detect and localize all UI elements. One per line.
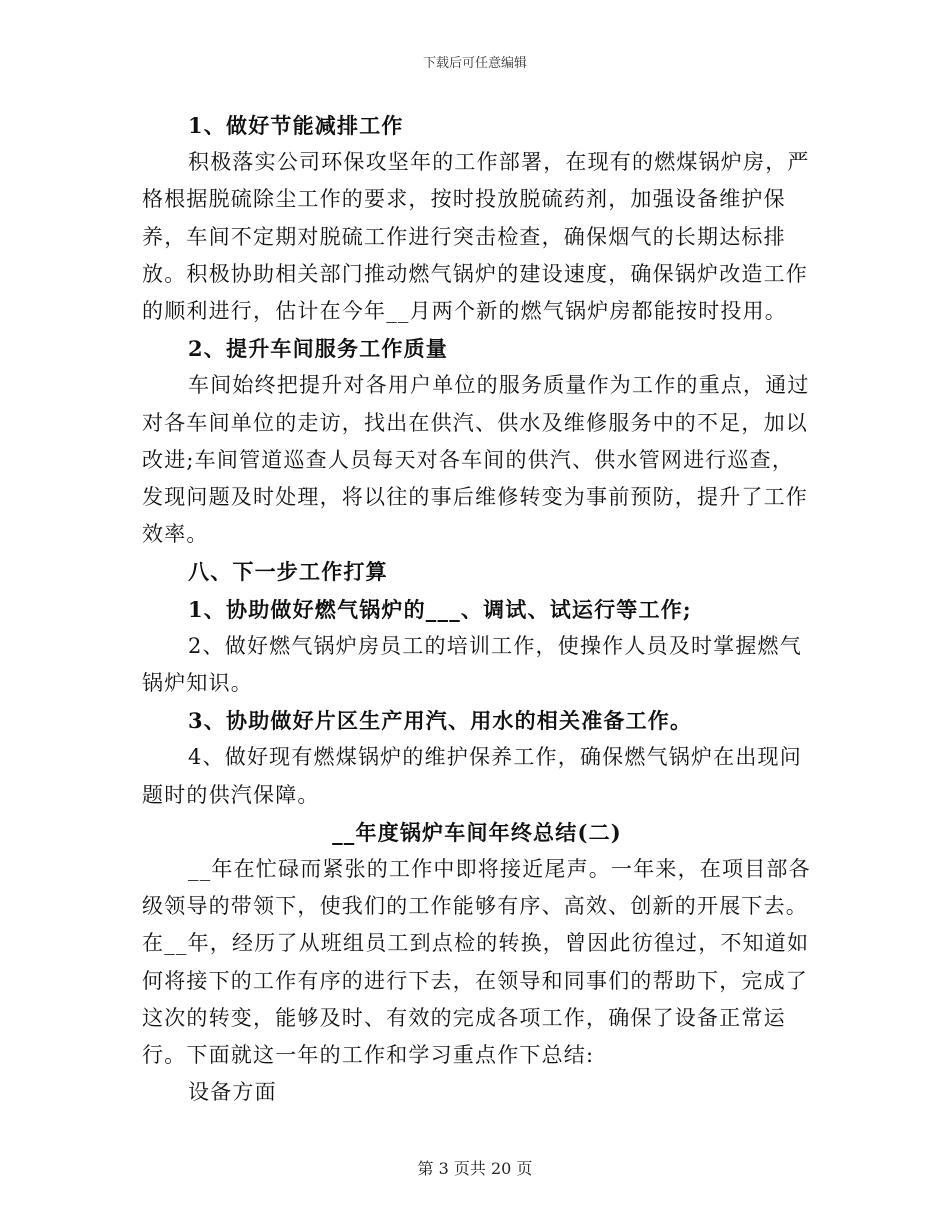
page-footer: 第 3 页共 20 页 xyxy=(417,1159,533,1178)
section-heading-next-steps: 八、下一步工作打算 xyxy=(188,559,388,585)
page-header: 下载后可任意编辑 xyxy=(422,56,527,71)
section-heading-service-quality: 2、提升车间服务工作质量 xyxy=(188,336,449,362)
next-step-item-1: 1、协助做好燃气锅炉的___、调试、试运行等工作; xyxy=(188,596,692,622)
next-step-item-2: 2、做好燃气锅炉房员工的培训工作，使操作人员及时掌握燃气锅炉知识。 xyxy=(142,633,802,696)
document-title-part-two: __年度锅炉车间年终总结(二) xyxy=(332,819,622,845)
document-body xyxy=(142,107,812,1111)
paragraph-energy-saving: 积极落实公司环保攻坚年的工作部署，在现有的燃煤锅炉房，严格根据脱硫除尘工作的要求，按时投放脱硫药剂，加强设备维护保养，车间不定期对脱硫工作进行突击检查，确保烟气的长期达标排放。积极协助相关部门推动燃气锅炉的建设速度，确保锅炉改造工作的顺利进行，估计在今年__月两个新的燃气锅炉房都能按时投用。 xyxy=(142,150,810,324)
paragraph-year-review: 在__年，经历了从班组员工到点检的转换，曾因此彷徨过，不知道如何将接下的工作有序的进行下去，在领导和同事们的帮助下，完成了这次的转变，能够及时、有效的完成各项工作，确保了设备正常运行。下面就这一年的工作和学习重点作下总结: xyxy=(142,931,810,1068)
paragraph-service-quality: 车间始终把提升对各用户单位的服务质量作为工作的重点，通过对各车间单位的走访，找出在供汽、供水及维修服务中的不足，加以改进;车间管道巡查人员每天对各车间的供汽、供水管网进行巡查，发现问题及时处理，将以往的事后维修转变为事前预防，提升了工作效率。 xyxy=(142,373,810,547)
next-step-item-3: 3、协助做好片区生产用汽、用水的相关准备工作。 xyxy=(188,708,693,734)
paragraph-year-intro: __年在忙碌而紧张的工作中即将接近尾声。一年来，在项目部各级领导的带领下，使我们的工作能够有序、高效、创新的开展下去。 xyxy=(142,857,811,919)
section-heading-energy-saving: 1、做好节能减排工作 xyxy=(188,113,404,138)
next-step-item-4: 4、做好现有燃煤锅炉的维护保养工作，确保燃气锅炉在出现问题时的供汽保障。 xyxy=(142,745,802,807)
section-heading-equipment: 设备方面 xyxy=(188,1080,277,1105)
